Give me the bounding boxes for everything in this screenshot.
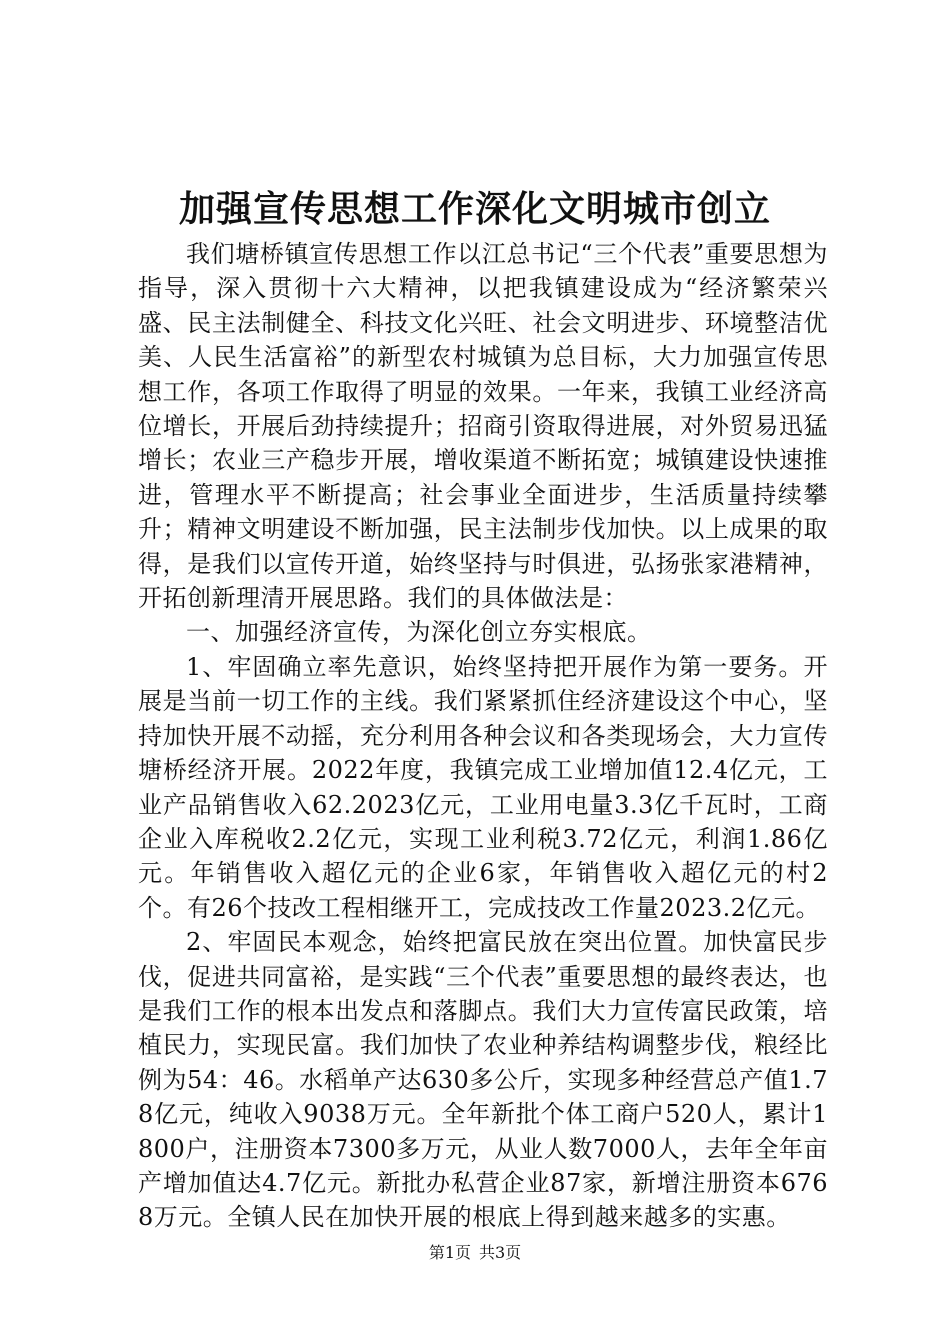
paragraph-point-1: 1、牢固确立率先意识，始终坚持把开展作为第一要务。开展是当前一切工作的主线。我们紧紧抓住经济建设这个中心，坚持加快开展不动摇，充分利用各种会议和各类现场会，大力宣传塘桥经济开展。2022年度，我镇完成工业增加值12.4亿元，工业产品销售收入62.2023亿元，工业用电量3.3亿千瓦时，工商企业入库税收2.2亿元，实现工业利税3.72亿元，利润1.86亿元。年销售收入超亿元的企业6家，年销售收入超亿元的村2个。有26个技改工程相继开工，完成技改工作量2023.2亿元。 (138, 652, 828, 922)
page-footer (0, 1241, 950, 1265)
page-number-current: 第1页 (428, 1243, 471, 1262)
document-title: 加强宣传思想工作深化文明城市创立 (178, 188, 771, 230)
page-number-total: 共3页 (479, 1243, 522, 1262)
paragraph-point-2: 2、牢固民本观念，始终把富民放在突出位置。加快富民步伐，促进共同富裕，是实践“三个代表”重要思想的最终表达，也是我们工作的根本出发点和落脚点。我们大力宣传富民政策，培植民力，实现民富。我们加快了农业种养结构调整步伐，粮经比例为54：46。水稻单产达630多公斤，实现多种经营总产值1.78亿元，纯收入9038万元。全年新批个体工商户520人，累计1800户，注册资本7300多万元，从业人数7000人，去年全年亩产增加值达4.7亿元。新批办私营企业87家，新增注册资本6768万元。全镇人民在加快开展的根底上得到越来越多的实惠。 (138, 928, 828, 1232)
document-body (138, 237, 828, 1235)
paragraph-intro: 我们塘桥镇宣传思想工作以江总书记“三个代表”重要思想为指导，深入贯彻十六大精神，以把我镇建设成为“经济繁荣兴盛、民主法制健全、科技文化兴旺、社会文明进步、环境整洁优美、人民生活富裕”的新型农村城镇为总目标，大力加强宣传思想工作，各项工作取得了明显的效果。一年来，我镇工业经济高位增长，开展后劲持续提升；招商引资取得进展，对外贸易迅猛增长；农业三产稳步开展，增收渠道不断拓宽；城镇建设快速推进，管理水平不断提高；社会事业全面进步，生活质量持续攀升；精神文明建设不断加强，民主法制步伐加快。以上成果的取得，是我们以宣传开道，始终坚持与时俱进，弘扬张家港精神，开拓创新理清开展思路。我们的具体做法是： (138, 240, 828, 613)
paragraph-section-heading: 一、加强经济宣传，为深化创立夯实根底。 (186, 618, 652, 647)
